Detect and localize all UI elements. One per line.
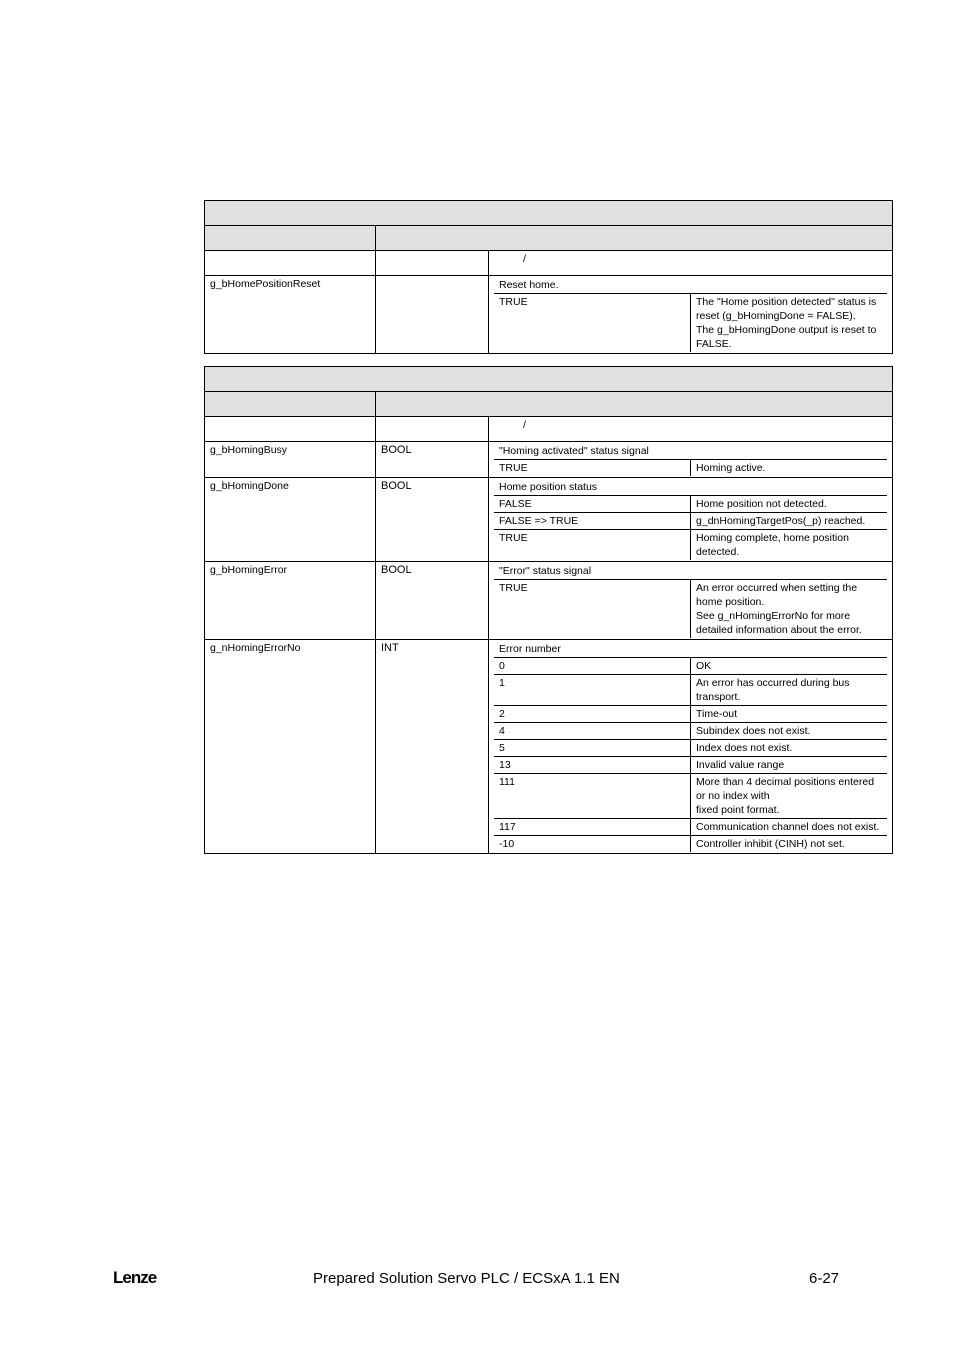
meaning-cell: An error has occurred during bus transport. bbox=[691, 675, 888, 706]
variable-description bbox=[489, 478, 893, 562]
value-cell: TRUE bbox=[494, 530, 691, 561]
variable-type: INT bbox=[376, 640, 489, 854]
description-text: Reset home. bbox=[494, 277, 887, 294]
variable-name: g_nHomingErrorNo bbox=[205, 640, 376, 854]
description-text: Error number bbox=[494, 641, 887, 658]
lenze-logo: Lenze bbox=[113, 1268, 157, 1287]
value-cell: 2 bbox=[494, 706, 691, 723]
meaning-cell: Communication channel does not exist. bbox=[691, 819, 888, 836]
value-cell: 0 bbox=[494, 658, 691, 675]
description-text: "Error" status signal bbox=[494, 563, 887, 580]
value-cell: 117 bbox=[494, 819, 691, 836]
meaning-cell: Invalid value range bbox=[691, 757, 888, 774]
meaning-cell: OK bbox=[691, 658, 888, 675]
value-cell: 111 bbox=[494, 774, 691, 819]
meaning-cell: Home position not detected. bbox=[691, 496, 888, 513]
value-cell: TRUE bbox=[494, 460, 691, 477]
variable-name: g_bHomingBusy bbox=[205, 442, 376, 478]
variable-description bbox=[489, 276, 893, 354]
table-subtitle-bar bbox=[376, 392, 893, 417]
variable-name: g_bHomingDone bbox=[205, 478, 376, 562]
header-cell: / bbox=[489, 417, 893, 442]
value-cell: FALSE bbox=[494, 496, 691, 513]
inputs-table bbox=[204, 200, 893, 354]
header-cell bbox=[205, 417, 376, 442]
value-cell: 5 bbox=[494, 740, 691, 757]
value-cell: TRUE bbox=[494, 580, 691, 639]
meaning-cell: Controller inhibit (CINH) not set. bbox=[691, 836, 888, 853]
footer-title: Prepared Solution Servo PLC / ECSxA 1.1 EN bbox=[313, 1270, 620, 1287]
meaning-cell: More than 4 decimal positions entered or no index with fixed point format. bbox=[691, 774, 888, 819]
meaning-cell: The "Home position detected" status is reset (g_bHomingDone = FALSE). The g_bHomingDone output is reset to FALSE. bbox=[691, 294, 888, 353]
table-title-bar bbox=[205, 201, 893, 226]
description-text: "Homing activated" status signal bbox=[494, 443, 887, 460]
table-subtitle-bar bbox=[376, 226, 893, 251]
meaning-cell: Homing complete, home position detected. bbox=[691, 530, 888, 561]
variable-type bbox=[376, 276, 489, 354]
value-cell: 13 bbox=[494, 757, 691, 774]
value-cell: 1 bbox=[494, 675, 691, 706]
meaning-cell: An error occurred when setting the home position. See g_nHomingErrorNo for more detailed information about the error. bbox=[691, 580, 888, 639]
value-cell: FALSE => TRUE bbox=[494, 513, 691, 530]
variable-type: BOOL bbox=[376, 442, 489, 478]
table-subtitle-bar bbox=[205, 226, 376, 251]
variable-name: g_bHomePositionReset bbox=[205, 276, 376, 354]
meaning-cell: Time-out bbox=[691, 706, 888, 723]
meaning-cell: Index does not exist. bbox=[691, 740, 888, 757]
page-number: 6-27 bbox=[809, 1270, 840, 1287]
header-cell bbox=[205, 251, 376, 276]
value-cell: 4 bbox=[494, 723, 691, 740]
outputs-table bbox=[204, 366, 893, 854]
table-row bbox=[205, 640, 893, 854]
value-cell: -10 bbox=[494, 836, 691, 853]
header-cell bbox=[376, 417, 489, 442]
variable-description bbox=[489, 442, 893, 478]
variable-description bbox=[489, 640, 893, 854]
description-text: Home position status bbox=[494, 479, 887, 496]
table-row bbox=[205, 478, 893, 562]
header-cell bbox=[376, 251, 489, 276]
meaning-cell: Homing active. bbox=[691, 460, 888, 477]
table-subtitle-bar bbox=[205, 392, 376, 417]
variable-type: BOOL bbox=[376, 562, 489, 640]
meaning-cell: Subindex does not exist. bbox=[691, 723, 888, 740]
table-row bbox=[205, 276, 893, 354]
header-cell: / bbox=[489, 251, 893, 276]
table-row bbox=[205, 562, 893, 640]
variable-type: BOOL bbox=[376, 478, 489, 562]
meaning-cell: g_dnHomingTargetPos(_p) reached. bbox=[691, 513, 888, 530]
table-title-bar bbox=[205, 367, 893, 392]
variable-name: g_bHomingError bbox=[205, 562, 376, 640]
table-row bbox=[205, 442, 893, 478]
variable-description bbox=[489, 562, 893, 640]
value-cell: TRUE bbox=[494, 294, 691, 353]
